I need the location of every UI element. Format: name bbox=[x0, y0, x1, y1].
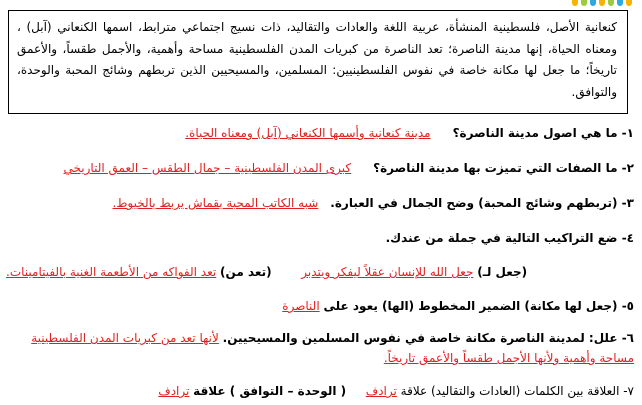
question-1 bbox=[6, 125, 634, 141]
answer-text: الناصرة bbox=[282, 299, 320, 313]
question-4 bbox=[6, 230, 634, 246]
answer-text: جعل الله للإنسان عقلاً ليفكر ويتدبر bbox=[301, 265, 474, 279]
question-text: ٦- علل: لمدينة الناصرة مكانة خاصة في نفوس المسلمين والمسيحيين. bbox=[222, 331, 634, 345]
logo-mark bbox=[590, 0, 596, 6]
logo-mark bbox=[599, 0, 605, 6]
question-text: ٥- (جعل لها مكانة) الضمير المخطوط (الها) يعود على bbox=[323, 299, 634, 313]
question-text: ٧- العلاقة بين الكلمات (العادات والتقاليد) علاقة bbox=[400, 384, 634, 398]
site-logo bbox=[572, 0, 632, 9]
question-text: ١- ما هي اصول مدينة الناصرة؟ bbox=[452, 126, 634, 140]
construct-label: (تعد من) bbox=[220, 265, 272, 279]
logo-mark bbox=[608, 0, 614, 6]
logo-mark bbox=[626, 0, 632, 6]
question-4-sentences bbox=[6, 264, 527, 280]
answer-text: كبرى المدن الفلسطينية – جمال الطقس – العمق التاريخي bbox=[63, 161, 352, 175]
logo-mark bbox=[581, 0, 587, 6]
question-2 bbox=[6, 160, 634, 176]
question-7 bbox=[6, 383, 634, 399]
logo-mark bbox=[617, 0, 623, 6]
answer-text: تعد الفواكه من الأطعمة الغنية بالفيتامينات. bbox=[6, 265, 217, 279]
construct-label: (جعل لـ) bbox=[477, 265, 528, 279]
answer-text: شبه الكاتب المحبة بقماش يربط بالخيوط. bbox=[112, 196, 319, 210]
logo-mark bbox=[572, 0, 578, 6]
question-3 bbox=[6, 195, 634, 211]
reading-passage: كنعانية الأصل، فلسطينية المنشأة، عربية اللغة والعادات والتقاليد، ذات نسيج اجتماعي مترابط، اسمها الكنعاني (آبل) ، ومعناه الحياة، إنها مدينة الناصرة؛ تعد الناصرة من كبريات المدن الفلسطينية مساحة وأهمية، والأجمل طقساً، والأعمق تاريخاً؛ ما جعل لها مكانة خاصة في نفوس الفلسطينيين: المسلمين، والمسيحيين الذين تربطهم وشائج المحبة والوحدة، والتوافق. bbox=[8, 10, 628, 114]
question-5 bbox=[6, 298, 634, 314]
answer-text: مدينة كنعانية وأسمها الكنعاني (آبل) ومعناه الحياة. bbox=[185, 126, 431, 140]
question-text: ( الوحدة – التوافق ) علاقة bbox=[193, 384, 347, 398]
answer-text: لأنها تعد من كبريات المدن الفلسطينية مساحة وأهمية ولأنها الأجمل طقساً والأعمق تاريخاً. bbox=[31, 331, 634, 365]
question-text: ٢- ما الصفات التي تميزت بها مدينة الناصرة؟ bbox=[373, 161, 634, 175]
answer-text: ترادف bbox=[158, 384, 190, 398]
question-text: ٤- ضع التراكيب التالية في جملة من عندك. bbox=[385, 231, 634, 245]
answer-text: ترادف bbox=[365, 384, 397, 398]
question-6 bbox=[6, 328, 634, 368]
question-text: ٣- (تربطهم وشائج المحبة) وضح الجمال في العبارة. bbox=[330, 196, 634, 210]
